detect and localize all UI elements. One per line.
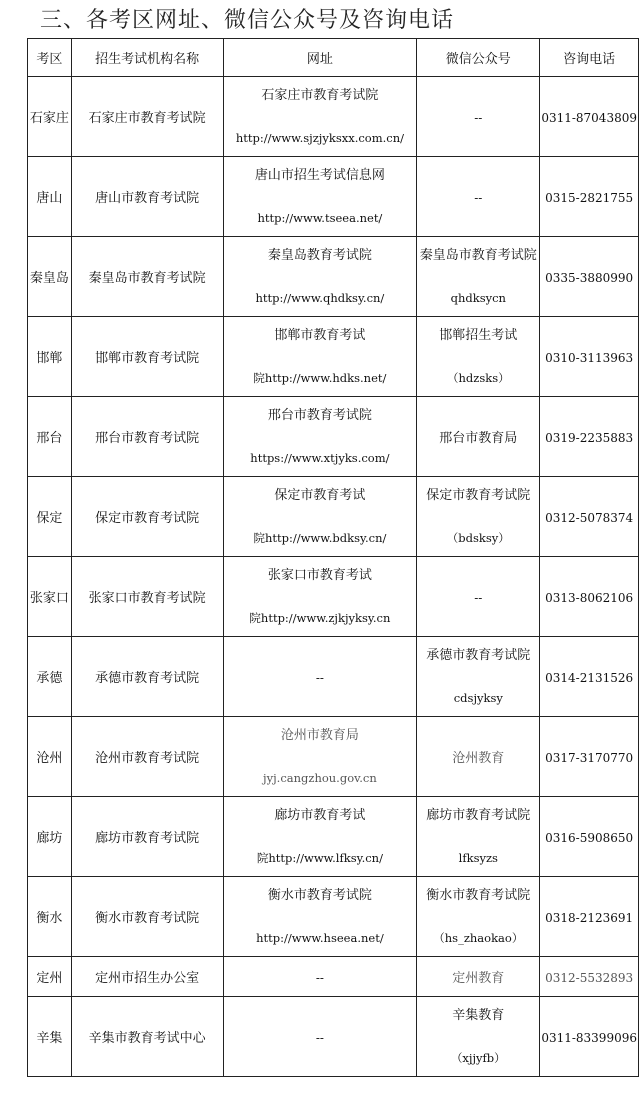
phone-number: 0313-8062106 xyxy=(545,591,634,605)
website-name: 沧州市教育局 xyxy=(280,727,359,743)
website-cell xyxy=(223,557,417,637)
phone-number: 0310-3113963 xyxy=(545,351,634,365)
phone-cell xyxy=(540,877,639,957)
table-row xyxy=(28,317,639,397)
district-cell xyxy=(28,957,72,997)
phone-cell xyxy=(540,557,639,637)
org-cell xyxy=(71,397,223,477)
org-cell xyxy=(71,637,223,717)
org-name: 廊坊市教育考试院 xyxy=(95,830,200,846)
wechat-name: 辛集教育 xyxy=(452,1007,505,1023)
phone-number: 0315-2821755 xyxy=(545,191,634,205)
district-cell xyxy=(28,477,72,557)
table-row xyxy=(28,797,639,877)
website-name: -- xyxy=(315,971,324,985)
wechat-id: cdsjyksy xyxy=(453,690,503,705)
phone-cell xyxy=(540,797,639,877)
wechat-name: 廊坊市教育考试院 xyxy=(426,807,531,823)
district-name: 石家庄 xyxy=(29,110,69,126)
phone-cell xyxy=(540,77,639,157)
website-block xyxy=(224,887,417,947)
website-cell xyxy=(223,877,417,957)
org-cell xyxy=(71,157,223,237)
website-block xyxy=(224,567,417,627)
phone-cell xyxy=(540,957,639,997)
wechat-cell xyxy=(417,237,540,317)
wechat-name: 邢台市教育局 xyxy=(439,430,518,446)
contact-table xyxy=(27,38,639,1077)
org-name: 秦皇岛市教育考试院 xyxy=(88,270,206,286)
district-cell xyxy=(28,317,72,397)
table-row xyxy=(28,637,639,717)
wechat-id: （bdsksy） xyxy=(446,530,510,545)
org-cell xyxy=(71,77,223,157)
org-name: 石家庄市教育考试院 xyxy=(88,110,206,126)
website-cell xyxy=(223,477,417,557)
table-row xyxy=(28,477,639,557)
org-cell xyxy=(71,477,223,557)
org-cell xyxy=(71,317,223,397)
wechat-name: 保定市教育考试院 xyxy=(426,487,531,503)
district-name: 张家口 xyxy=(29,590,69,606)
phone-number: 0314-2131526 xyxy=(545,671,634,685)
header-website: 网址 xyxy=(223,39,417,77)
website-name: 衡水市教育考试院 xyxy=(267,887,372,903)
website-url[interactable]: https://www.xtjyks.com/ xyxy=(250,450,390,465)
website-cell xyxy=(223,157,417,237)
district-name: 保定 xyxy=(36,510,63,526)
district-cell xyxy=(28,237,72,317)
wechat-cell xyxy=(417,997,540,1077)
wechat-name: 衡水市教育考试院 xyxy=(426,887,531,903)
district-cell xyxy=(28,397,72,477)
phone-cell xyxy=(540,637,639,717)
header-org: 招生考试机构名称 xyxy=(71,39,223,77)
wechat-cell xyxy=(417,797,540,877)
phone-cell xyxy=(540,477,639,557)
wechat-cell xyxy=(417,557,540,637)
table-row xyxy=(28,957,639,997)
wechat-id: lfksyzs xyxy=(458,850,498,865)
table-row xyxy=(28,717,639,797)
website-cell xyxy=(223,637,417,717)
district-name: 定州 xyxy=(36,970,63,986)
wechat-block xyxy=(417,247,539,307)
district-cell xyxy=(28,717,72,797)
org-name: 张家口市教育考试院 xyxy=(88,590,206,606)
org-cell xyxy=(71,237,223,317)
phone-number: 0312-5078374 xyxy=(545,511,634,525)
wechat-cell xyxy=(417,317,540,397)
phone-number: 0316-5908650 xyxy=(545,831,634,845)
website-cell xyxy=(223,77,417,157)
wechat-name: 定州教育 xyxy=(452,970,505,986)
table-header-row xyxy=(28,39,639,77)
wechat-block xyxy=(417,327,539,387)
wechat-cell xyxy=(417,957,540,997)
website-cell xyxy=(223,717,417,797)
org-name: 沧州市教育考试院 xyxy=(95,750,200,766)
header-district: 考区 xyxy=(28,39,72,77)
org-cell xyxy=(71,957,223,997)
website-block xyxy=(224,727,417,787)
district-name: 邯郸 xyxy=(36,350,63,366)
district-name: 秦皇岛 xyxy=(29,270,69,286)
website-name: -- xyxy=(315,671,324,685)
website-url[interactable]: 院http://www.zjkjyksy.cn xyxy=(249,610,391,625)
website-block xyxy=(224,807,417,867)
wechat-id: （xjjyfb） xyxy=(450,1050,506,1065)
wechat-block xyxy=(417,807,539,867)
website-name: 秦皇岛教育考试院 xyxy=(267,247,372,263)
website-name: 张家口市教育考试 xyxy=(267,567,372,583)
website-block xyxy=(224,167,417,227)
org-name: 保定市教育考试院 xyxy=(95,510,200,526)
website-url[interactable]: http://www.tseea.net/ xyxy=(257,210,383,225)
phone-number: 0311-87043809 xyxy=(541,111,637,125)
district-name: 承德 xyxy=(36,670,63,686)
wechat-block xyxy=(417,487,539,547)
district-cell xyxy=(28,77,72,157)
wechat-id: （hs_zhaokao） xyxy=(433,930,524,945)
district-cell xyxy=(28,877,72,957)
wechat-name: 沧州教育 xyxy=(452,750,505,766)
district-name: 沧州 xyxy=(36,750,63,766)
table-row xyxy=(28,397,639,477)
district-name: 廊坊 xyxy=(36,830,63,846)
website-url[interactable]: jyj.cangzhou.gov.cn xyxy=(263,770,377,785)
phone-cell xyxy=(540,997,639,1077)
website-url[interactable]: 院http://www.bdksy.cn/ xyxy=(253,530,387,545)
website-url[interactable]: 院http://www.hdks.net/ xyxy=(253,370,387,385)
website-url[interactable]: 院http://www.lfksy.cn/ xyxy=(256,850,383,865)
district-name: 辛集 xyxy=(36,1030,63,1046)
org-name: 承德市教育考试院 xyxy=(95,670,200,686)
table-row xyxy=(28,877,639,957)
org-cell xyxy=(71,877,223,957)
wechat-cell xyxy=(417,397,540,477)
website-name: -- xyxy=(315,1031,324,1045)
phone-number: 0318-2123691 xyxy=(545,911,634,925)
org-cell xyxy=(71,997,223,1077)
phone-number: 0317-3170770 xyxy=(545,751,634,765)
page-heading: 三、各考区网址、微信公众号及咨询电话 xyxy=(40,8,455,33)
wechat-block xyxy=(417,887,539,947)
org-name: 衡水市教育考试院 xyxy=(95,910,200,926)
district-cell xyxy=(28,797,72,877)
wechat-cell xyxy=(417,717,540,797)
wechat-name: -- xyxy=(474,591,483,605)
table-row xyxy=(28,557,639,637)
header-wechat: 微信公众号 xyxy=(417,39,540,77)
phone-number: 0319-2235883 xyxy=(545,431,634,445)
phone-cell xyxy=(540,397,639,477)
org-name: 邯郸市教育考试院 xyxy=(95,350,200,366)
website-url[interactable]: http://www.sjzjyksxx.com.cn/ xyxy=(235,130,404,145)
website-cell xyxy=(223,957,417,997)
table-row xyxy=(28,237,639,317)
wechat-cell xyxy=(417,877,540,957)
wechat-block xyxy=(417,647,539,707)
phone-number: 0312-5532893 xyxy=(545,971,634,985)
wechat-name: -- xyxy=(474,191,483,205)
district-name: 邢台 xyxy=(36,430,63,446)
website-url[interactable]: http://www.qhdksy.cn/ xyxy=(255,290,385,305)
org-name: 辛集市教育考试中心 xyxy=(88,1030,206,1046)
website-block xyxy=(224,327,417,387)
website-block xyxy=(224,487,417,547)
header-phone: 咨询电话 xyxy=(540,39,639,77)
table-row xyxy=(28,77,639,157)
website-cell xyxy=(223,397,417,477)
website-name: 保定市教育考试 xyxy=(274,487,366,503)
org-cell xyxy=(71,797,223,877)
website-cell xyxy=(223,997,417,1077)
phone-cell xyxy=(540,157,639,237)
phone-cell xyxy=(540,237,639,317)
website-name: 邯郸市教育考试 xyxy=(274,327,366,343)
website-block xyxy=(224,247,417,307)
website-name: 石家庄市教育考试院 xyxy=(261,87,379,103)
wechat-name: 承德市教育考试院 xyxy=(426,647,531,663)
phone-cell xyxy=(540,717,639,797)
wechat-cell xyxy=(417,77,540,157)
website-cell xyxy=(223,237,417,317)
wechat-block xyxy=(417,1007,539,1067)
wechat-cell xyxy=(417,477,540,557)
district-cell xyxy=(28,557,72,637)
phone-number: 0311-83399096 xyxy=(541,1031,637,1045)
table-row xyxy=(28,997,639,1077)
wechat-cell xyxy=(417,637,540,717)
website-cell xyxy=(223,797,417,877)
website-name: 廊坊市教育考试 xyxy=(274,807,366,823)
org-name: 唐山市教育考试院 xyxy=(95,190,200,206)
table-row xyxy=(28,157,639,237)
phone-cell xyxy=(540,317,639,397)
district-name: 唐山 xyxy=(36,190,63,206)
org-name: 邢台市教育考试院 xyxy=(95,430,200,446)
org-name: 定州市招生办公室 xyxy=(95,970,200,986)
wechat-id: （hdzsks） xyxy=(447,370,510,385)
website-block xyxy=(224,87,417,147)
wechat-name: -- xyxy=(474,111,483,125)
wechat-cell xyxy=(417,157,540,237)
website-url[interactable]: http://www.hseea.net/ xyxy=(256,930,384,945)
phone-number: 0335-3880990 xyxy=(545,271,634,285)
website-name: 唐山市招生考试信息网 xyxy=(254,167,385,183)
website-cell xyxy=(223,317,417,397)
website-name: 邢台市教育考试院 xyxy=(267,407,372,423)
wechat-name: 邯郸招生考试 xyxy=(439,327,518,343)
district-cell xyxy=(28,997,72,1077)
district-name: 衡水 xyxy=(36,910,63,926)
wechat-id: qhdksycn xyxy=(450,290,506,305)
website-block xyxy=(224,407,417,467)
district-cell xyxy=(28,637,72,717)
wechat-name: 秦皇岛市教育考试院 xyxy=(419,247,537,263)
org-cell xyxy=(71,557,223,637)
org-cell xyxy=(71,717,223,797)
district-cell xyxy=(28,157,72,237)
